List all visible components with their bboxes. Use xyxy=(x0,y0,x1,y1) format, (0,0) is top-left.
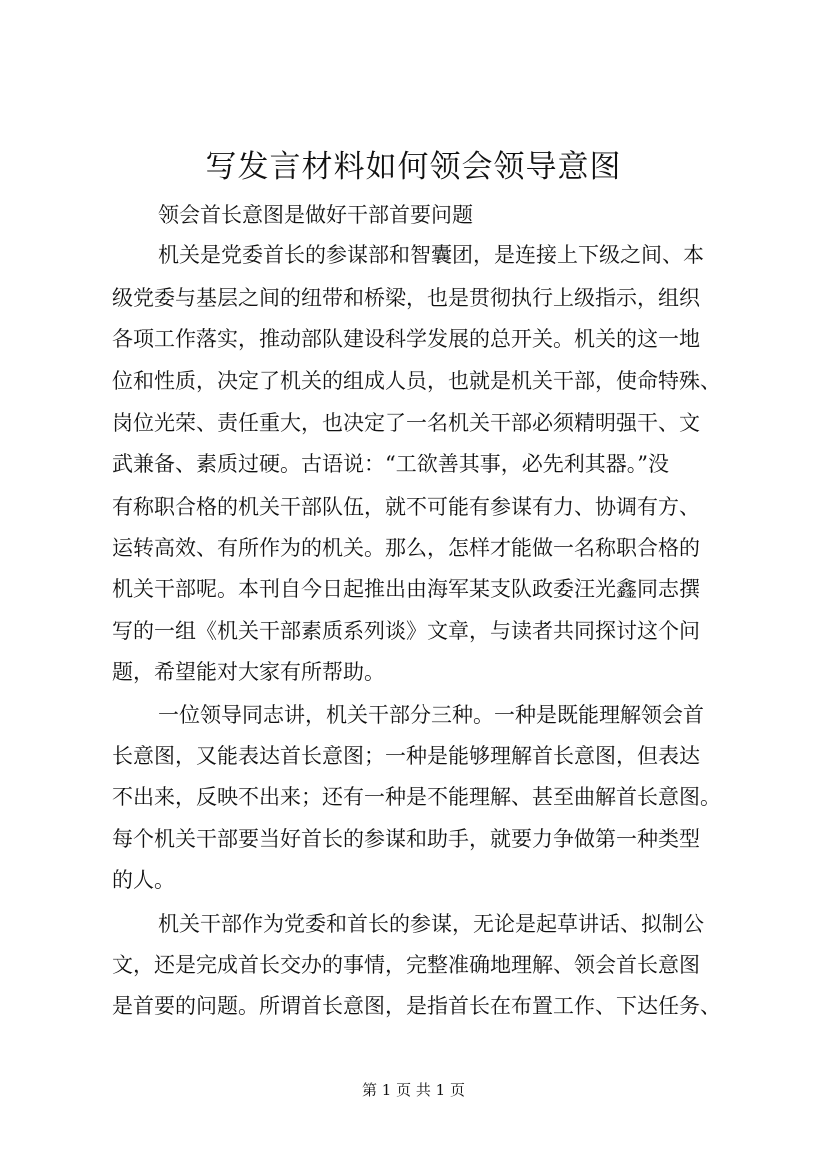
paragraph-line: 运转高效、有所作为的机关。那么，怎样才能做一名称职合格的 xyxy=(112,536,700,560)
page-number-footer: 第 1 页 共 1 页 xyxy=(362,1081,465,1099)
paragraph-line: 机关是党委首长的参谋部和智囊团，是连接上下级之间、本 xyxy=(158,243,704,267)
paragraph-line: 题，希望能对大家有所帮助。 xyxy=(112,660,385,684)
paragraph-line: 机关干部作为党委和首长的参谋，无论是起草讲话、拟制公 xyxy=(158,912,704,936)
document-title: 写发言材料如何领会领导意图 xyxy=(205,149,622,185)
paragraph-line: 写的一组《机关干部素质系列谈》文章，与读者共同探讨这个问 xyxy=(112,619,700,643)
document-subheading: 领会首长意图是做好干部首要问题 xyxy=(158,203,473,227)
paragraph-line: 位和性质，决定了机关的组成人员，也就是机关干部，使命特殊、 xyxy=(112,369,721,393)
paragraph-line: 级党委与基层之间的纽带和桥梁，也是贯彻执行上级指示，组织 xyxy=(112,286,700,310)
paragraph-line: 各项工作落实，推动部队建设科学发展的总开关。机关的这一地 xyxy=(112,327,700,351)
paragraph-line: 长意图，又能表达首长意图；一种是能够理解首长意图，但表达 xyxy=(112,744,700,768)
paragraph-line: 机关干部呢。本刊自今日起推出由海军某支队政委汪光鑫同志撰 xyxy=(112,577,700,601)
paragraph-line: 不出来，反映不出来；还有一种是不能理解、甚至曲解首长意图。 xyxy=(112,785,721,809)
paragraph-line: 武兼备、素质过硬。古语说：“工欲善其事，必先利其器。”没 xyxy=(112,452,669,476)
paragraph-line: 岗位光荣、责任重大，也决定了一名机关干部必须精明强干、文 xyxy=(112,411,700,435)
paragraph-line: 一位领导同志讲，机关干部分三种。一种是既能理解领会首 xyxy=(158,703,704,727)
paragraph-line: 的人。 xyxy=(112,868,175,892)
paragraph-line: 每个机关干部要当好首长的参谋和助手，就要力争做第一种类型 xyxy=(112,827,700,851)
paragraph-line: 文，还是完成首长交办的事情，完整准确地理解、领会首长意图 xyxy=(112,953,700,977)
paragraph-line: 是首要的问题。所谓首长意图，是指首长在布置工作、下达任务、 xyxy=(112,994,721,1018)
paragraph-line: 有称职合格的机关干部队伍，就不可能有参谋有力、协调有方、 xyxy=(112,495,700,519)
